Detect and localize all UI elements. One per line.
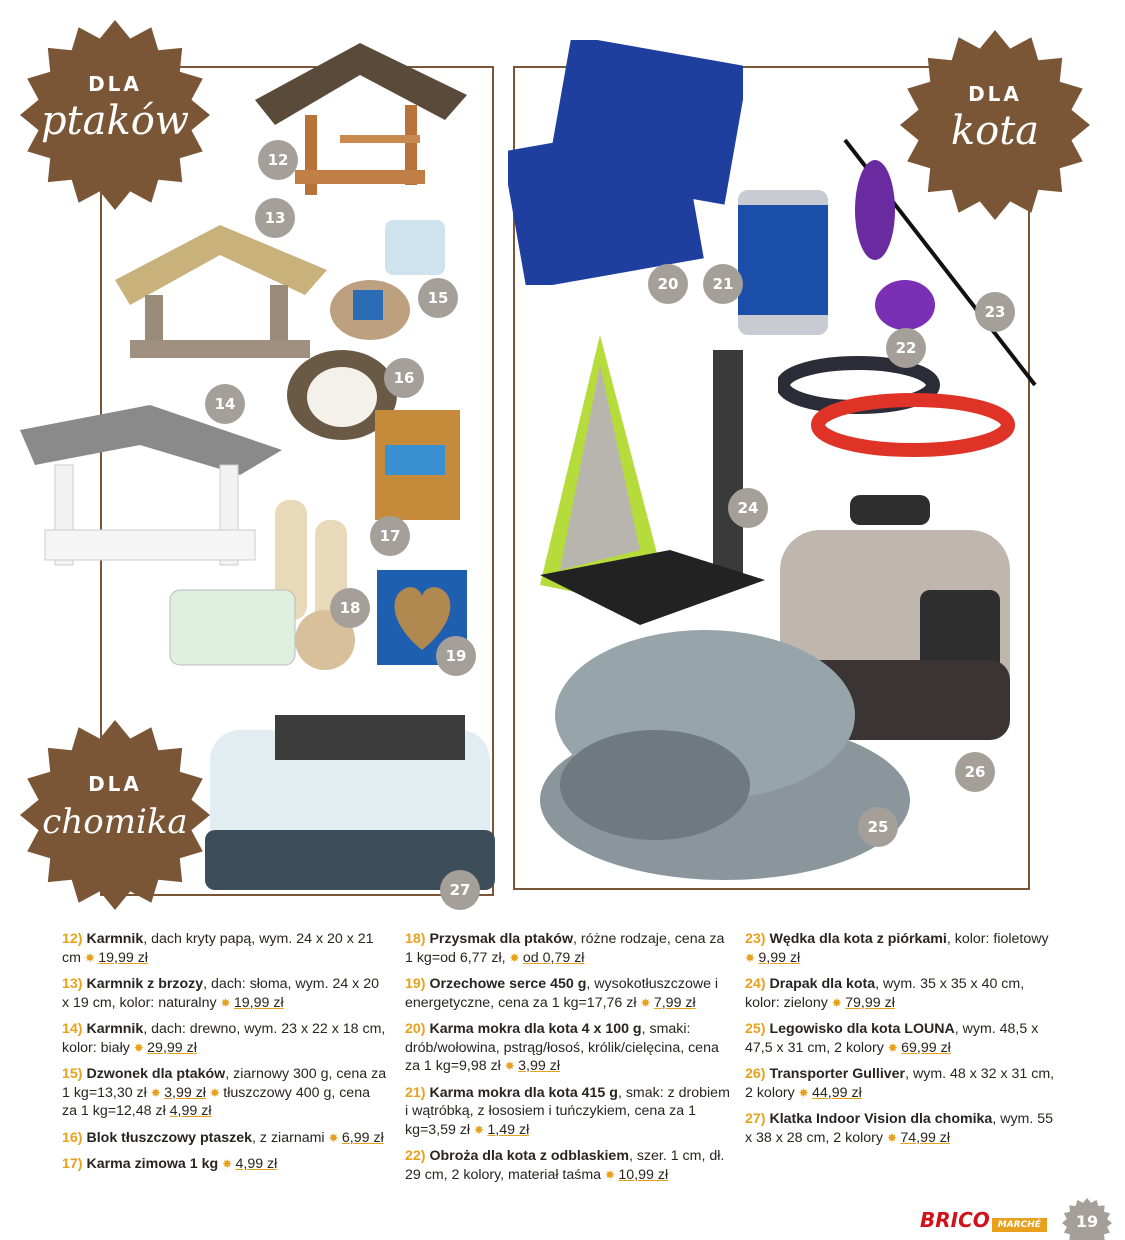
item-price: 4,99 zł [169,1103,212,1119]
price-star-icon: ✸ [150,1085,165,1100]
number-badge-27: 27 [440,870,480,910]
price-star-icon: ✸ [220,995,234,1010]
item-price: 6,99 zł [341,1129,384,1146]
item-title: Drapak dla kota [769,976,876,992]
item-number: 13) [62,976,83,992]
number-badge-16: 16 [384,358,424,398]
item-details: , szer. 1 cm, dł. 29 cm, 2 kolory, materiał taśma [405,1148,725,1183]
item-title: Karmnik [86,931,144,947]
number-badge-12: 12 [258,140,298,180]
item-title: Obroża dla kota z odblaskiem [429,1148,629,1164]
badge-big-text: chomika [42,802,188,842]
item-details: , dach kryty papą, wym. 24 x 20 x 21 cm [62,931,374,966]
number-badge-13: 13 [255,198,295,238]
badge-hamster [20,720,210,910]
brand-sub: MARCHÉ [992,1218,1047,1232]
product-17-winter-feed-image [370,405,465,525]
number-badge-20: 20 [648,264,688,304]
item-price: 7,99 zł [653,994,696,1011]
page-number-badge [1062,1198,1112,1240]
item-price: 3,99 zł [518,1058,560,1074]
description-column-3 [745,930,1060,1155]
price-star-icon: ✸ [504,1059,519,1073]
product-description-item [745,1110,1060,1147]
item-details: , wym. 48 x 32 x 31 cm, 2 kolory [745,1066,1055,1101]
price-star-icon: ✸ [133,1040,148,1055]
price-star-icon: ✸ [328,1130,342,1145]
item-title: Wędka dla kota z piórkami [769,931,947,947]
item-price: 9,99 zł [758,949,801,966]
item-price: 74,99 zł [900,1129,951,1146]
item-price: 19,99 zł [98,949,148,966]
item-number: 15) [62,1066,83,1082]
description-column-1 [62,930,387,1182]
item-details: , dach: słoma, wym. 24 x 20 x 19 cm, kolor: naturalny [62,976,379,1011]
price-star-icon: ✸ [509,950,523,965]
price-star-icon: ✸ [831,995,846,1010]
product-description-item [62,1155,387,1174]
price-star-icon: ✸ [886,1130,901,1145]
number-badge-19: 19 [436,636,476,676]
product-description-item [405,1147,730,1184]
number-badge-25: 25 [858,807,898,847]
item-price: 10,99 zł [618,1166,669,1183]
item-number: 19) [405,976,426,992]
badge-birds [20,20,210,210]
price-star-icon: ✸ [474,1122,488,1137]
number-badge-15: 15 [418,278,458,318]
product-description-item [405,975,730,1012]
description-column-2 [405,930,730,1192]
number-badge-26: 26 [955,752,995,792]
item-details: , wysokotłuszczowe i energetyczne, cena za 1 kg=17,76 zł [405,976,719,1011]
product-description-item [745,930,1060,967]
item-price: od 0,79 zł [522,949,585,966]
page-number: 19 [1075,1212,1099,1231]
number-badge-24: 24 [728,488,768,528]
item-price: 4,99 zł [235,1156,278,1172]
item-title: Orzechowe serce 450 g [429,976,587,992]
item-number: 26) [745,1066,766,1082]
item-details: tłuszczowy 400 g, cena za 1 kg=12,48 zł [62,1084,370,1119]
item-price: 79,99 zł [845,994,895,1011]
item-number: 23) [745,931,766,947]
badge-big-text: kota [950,108,1040,154]
product-description-item [62,1065,387,1121]
item-title: Karmnik [86,1021,144,1037]
item-price: 1,49 zł [487,1121,530,1138]
price-star-icon: ✸ [209,1085,224,1100]
item-title: Klatka Indoor Vision dla chomika [769,1111,993,1127]
item-details: , z ziarnami [252,1129,325,1146]
item-details: , wym. 48,5 x 47,5 x 31 cm, 2 kolory [745,1021,1039,1056]
item-details: , smak: z drobiem i wątróbką, z łososiem i tuńczykiem, cena za 1 kg=3,59 zł [405,1084,730,1138]
item-details: , ziarnowy 300 g, cena za 1 kg=13,30 zł [62,1066,387,1101]
number-badge-14: 14 [205,384,245,424]
item-title: Dzwonek dla ptaków [86,1066,226,1082]
item-price: 29,99 zł [147,1039,197,1056]
product-description-item [62,1129,387,1148]
product-description-item [405,1084,730,1140]
badge-big-text: ptaków [40,98,190,144]
item-details: , smaki: drób/wołowina, pstrąg/łosoś, królik/cielęcina, cena za 1 kg=9,98 zł [405,1021,719,1074]
price-star-icon: ✸ [887,1040,902,1055]
item-number: 24) [745,976,766,992]
product-18-bird-treats-image [165,490,365,670]
product-description-item [405,930,730,967]
product-description-item [405,1020,730,1076]
item-price: 44,99 zł [812,1084,862,1101]
item-details: , różne rodzaje, cena za 1 kg=od 6,77 zł, [405,931,725,966]
item-number: 18) [405,931,426,947]
product-description-item [745,1065,1060,1102]
item-details: , kolor: fioletowy [946,931,1049,947]
product-description-item [745,975,1060,1012]
item-number: 14) [62,1021,83,1037]
item-price: 19,99 zł [233,994,284,1011]
item-title: Karma zimowa 1 kg [86,1156,219,1172]
item-price: 3,99 zł [164,1084,206,1101]
item-title: Transporter Gulliver [769,1066,906,1082]
item-number: 27) [745,1111,766,1127]
brand-name: BRICO [920,1208,990,1232]
number-badge-18: 18 [330,588,370,628]
price-star-icon: ✸ [222,1157,236,1171]
item-title: Blok tłuszczowy ptaszek [86,1129,253,1146]
number-badge-21: 21 [703,264,743,304]
price-star-icon: ✸ [798,1085,813,1100]
item-title: Legowisko dla kota LOUNA [769,1021,955,1037]
product-20-cat-food-4pack-image [508,40,743,285]
item-number: 25) [745,1021,766,1037]
product-24-scratcher-image [530,335,770,635]
item-price: 69,99 zł [901,1039,951,1056]
price-star-icon: ✸ [640,995,654,1010]
item-title: Karmnik z brzozy [86,976,204,992]
item-details: , wym. 55 x 38 x 28 cm, 2 kolory [745,1111,1054,1146]
item-title: Karma mokra dla kota 415 g [429,1084,618,1101]
product-25-cat-bed-image [535,625,915,885]
item-number: 21) [405,1084,426,1101]
item-number: 20) [405,1021,426,1037]
item-title: Karma mokra dla kota 4 x 100 g [429,1021,642,1037]
item-title: Przysmak dla ptaków [429,931,573,947]
badge-small-text: DLA [968,82,1022,106]
product-description-item [62,930,387,967]
number-badge-17: 17 [370,516,410,556]
item-details: , dach: drewno, wym. 23 x 22 x 18 cm, kolor: biały [62,1021,386,1056]
brand-logo [920,1208,1047,1232]
badge-small-text: DLA [88,72,142,96]
product-description-item [62,975,387,1012]
item-number: 12) [62,931,83,947]
number-badge-22: 22 [886,328,926,368]
product-27-hamster-cage-image [200,710,500,890]
item-number: 16) [62,1129,83,1146]
item-number: 17) [62,1156,83,1172]
badge-small-text: DLA [88,772,142,796]
price-star-icon: ✸ [745,950,759,965]
number-badge-23: 23 [975,292,1015,332]
price-star-icon: ✸ [84,950,99,965]
item-details: , wym. 35 x 35 x 40 cm, kolor: zielony [745,976,1025,1011]
price-star-icon: ✸ [605,1167,619,1182]
product-description-item [745,1020,1060,1057]
item-number: 22) [405,1148,426,1164]
product-description-item [62,1020,387,1057]
